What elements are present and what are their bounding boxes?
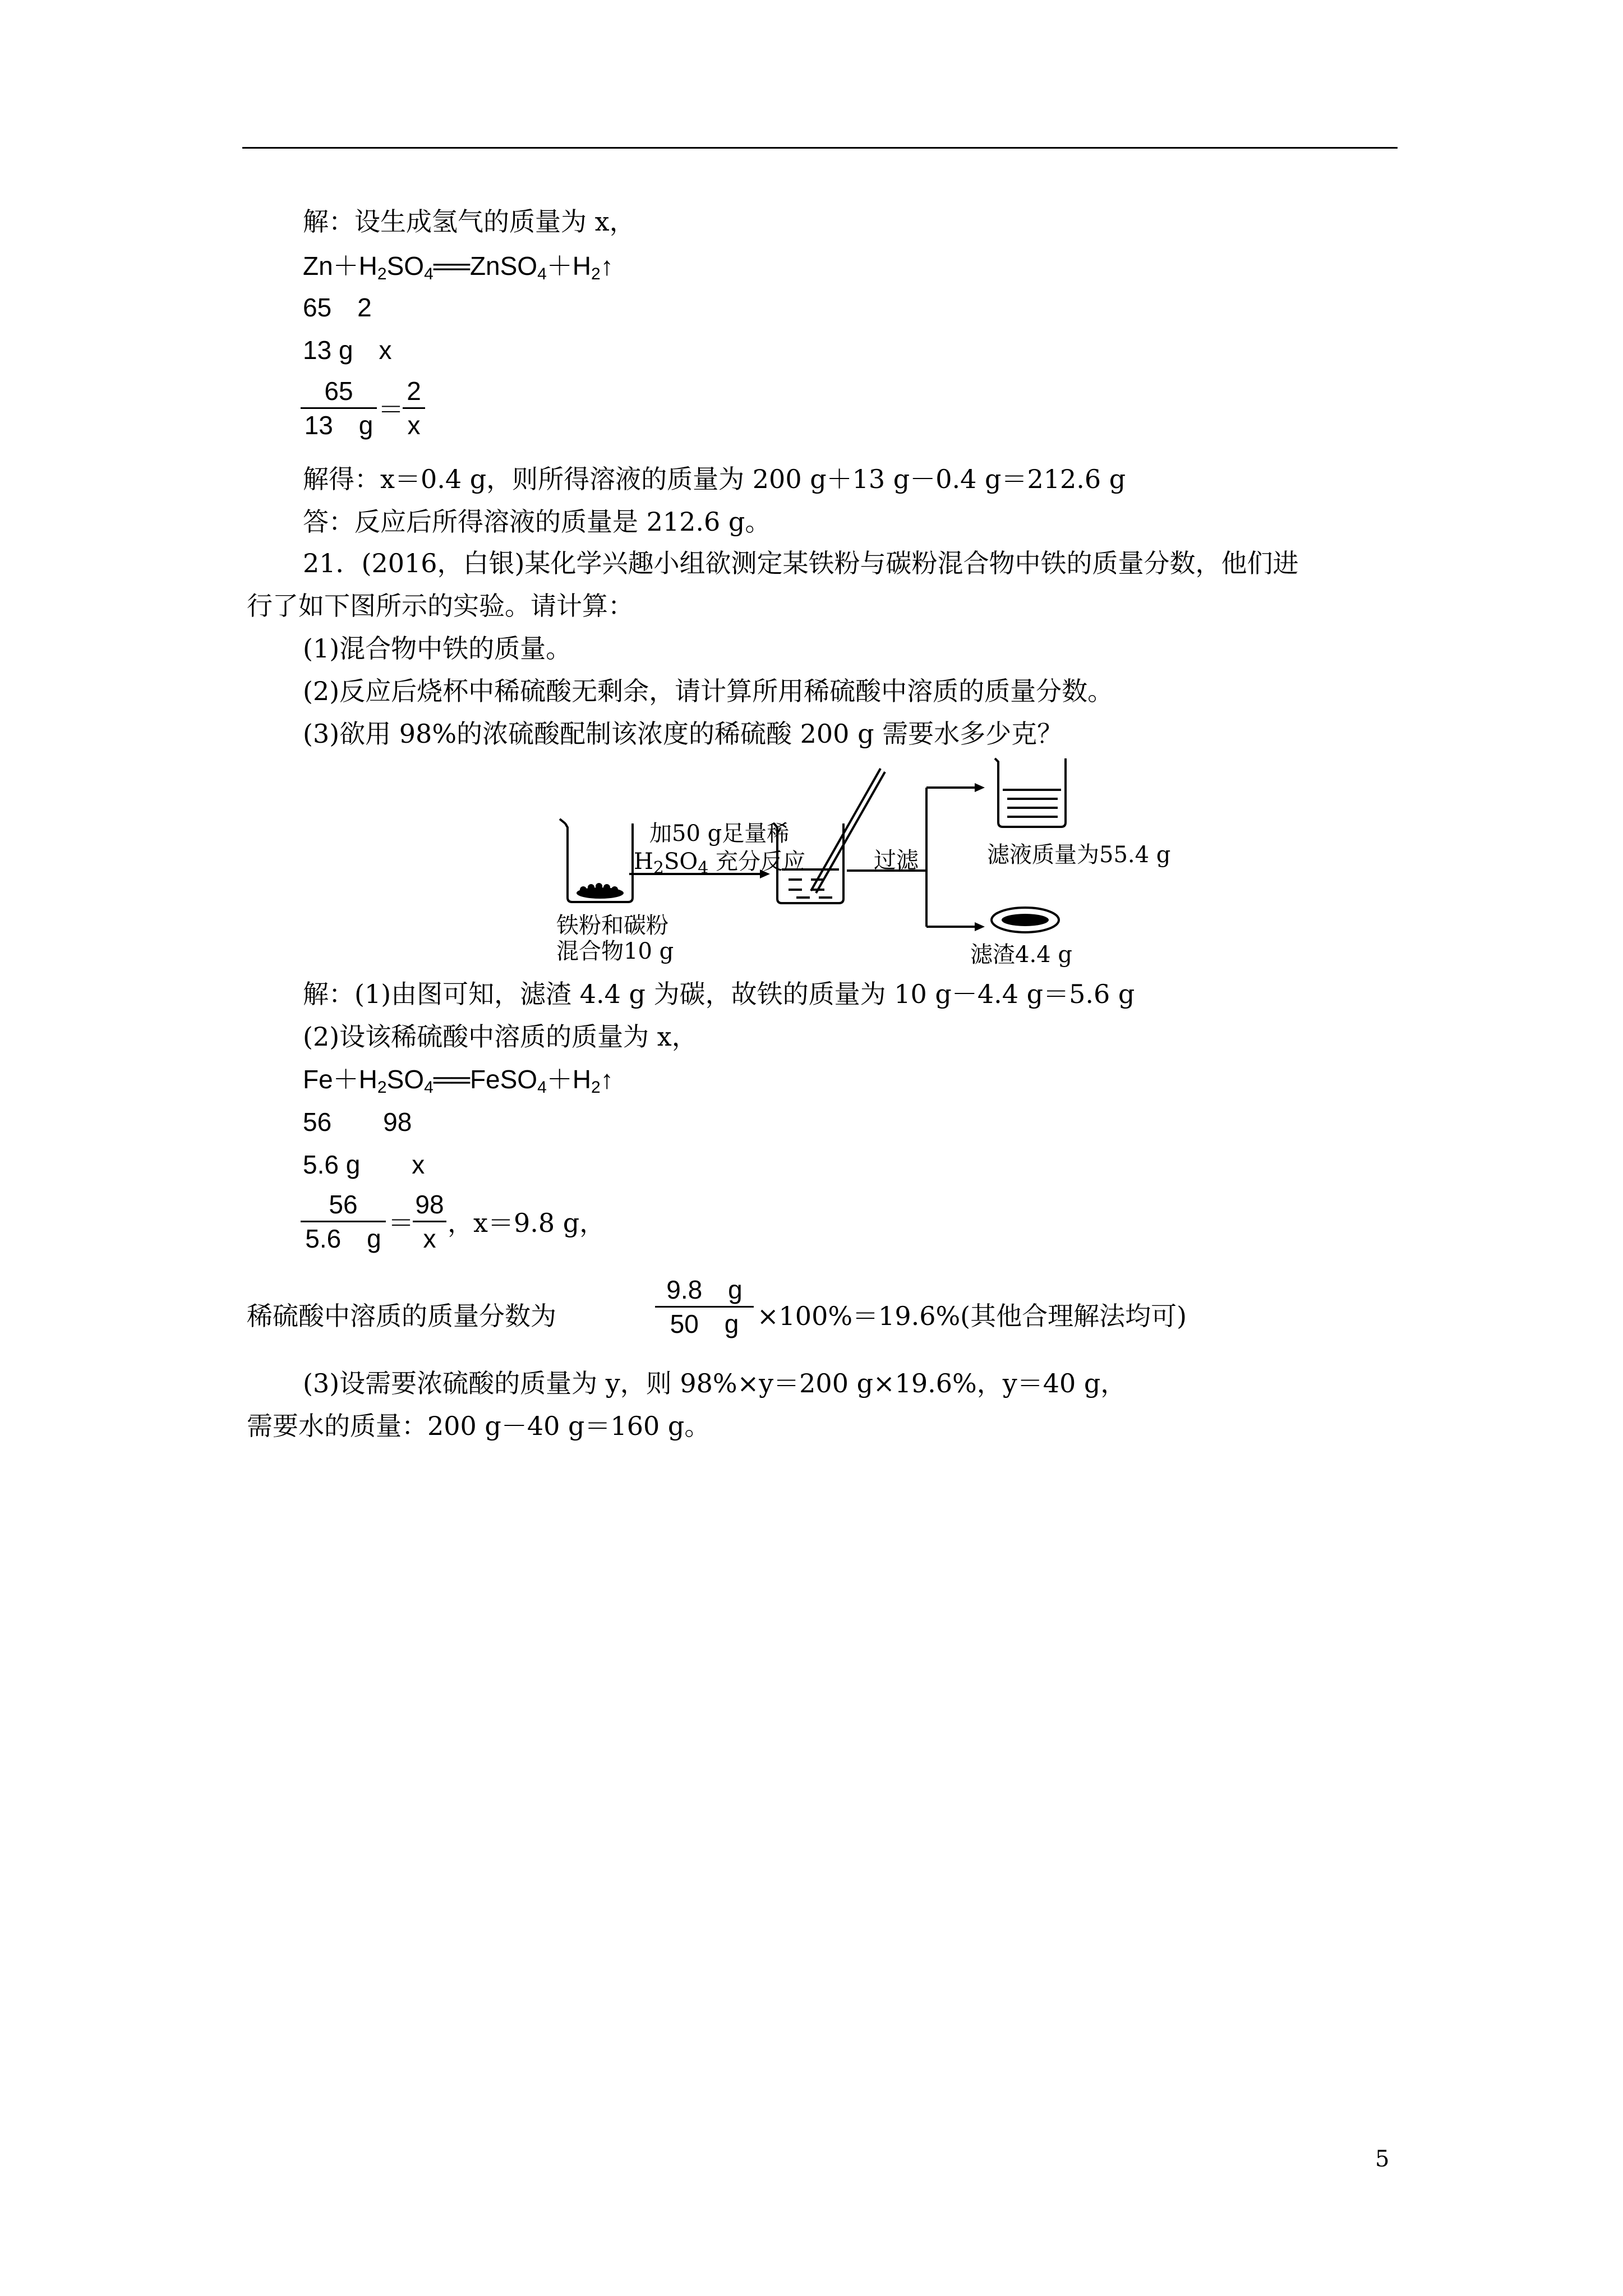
solution-result: 解得：x＝0.4 g，则所得溶液的质量为 200 g＋13 g－0.4 g＝212.6 g bbox=[303, 464, 1126, 494]
arrow-head-icon bbox=[975, 922, 985, 931]
solution-part-3: (3)设需要浓硫酸的质量为 y，则 98%×y＝200 g×19.6%，y＝40 g， bbox=[303, 1368, 1127, 1398]
solution-part-2: (2)设该稀硫酸中溶质的质量为 x， bbox=[303, 1022, 698, 1052]
fraction-numerator: 98 bbox=[415, 1190, 444, 1219]
fraction-numerator: 2 bbox=[407, 376, 421, 406]
reagent-label-top: 加50 g足量稀 bbox=[649, 821, 790, 846]
filter-label: 过滤 bbox=[874, 848, 919, 873]
mass-fraction-result: ×100%＝19.6%(其他合理解法均可) bbox=[757, 1301, 1187, 1331]
equation-iron: $Fe+H_2SO_4══FeSO_4+H_2↑$ bbox=[303, 1065, 614, 1097]
mixture-label-line-2: 混合物10 g bbox=[556, 938, 674, 964]
equation-zinc: $Zn+H_2SO_4══ZnSO_4+H_2↑$ bbox=[303, 251, 614, 283]
mixture-label-line-1: 铁粉和碳粉 bbox=[556, 913, 668, 938]
given-mass-line-2: 5.6 g x bbox=[303, 1150, 425, 1179]
question-21-part-2: (2)反应后烧杯中稀硫酸无剩余，请计算所用稀硫酸中溶质的质量分数。 bbox=[303, 676, 1114, 706]
question-21-part-3: (3)欲用 98%的浓硫酸配制该浓度的稀硫酸 200 g 需要水多少克？ bbox=[303, 719, 1063, 749]
equals-sign: ＝ bbox=[378, 394, 404, 425]
proportion-1 bbox=[301, 375, 446, 448]
fraction-numerator: 9.8 g bbox=[666, 1275, 743, 1304]
question-21-line-1: 21．(2016，白银)某化学兴趣小组欲测定某铁粉与碳粉混合物中铁的质量分数，他们进 bbox=[303, 548, 1299, 578]
given-mass-line: 13 g x bbox=[303, 335, 392, 365]
fraction-denominator: 13 g bbox=[304, 411, 374, 440]
powder-pile-icon bbox=[577, 883, 624, 899]
fraction-numerator: 56 bbox=[329, 1190, 358, 1219]
question-21-line-2: 行了如下图所示的实验。请计算： bbox=[247, 591, 634, 621]
beaker-3-icon bbox=[995, 758, 1066, 827]
filtrate-label: 滤液质量为55.4 g bbox=[987, 842, 1171, 868]
fraction-denominator: x bbox=[407, 411, 421, 440]
solution-x-value: ，x＝9.8 g， bbox=[448, 1208, 606, 1238]
fraction-numerator: 65 bbox=[324, 376, 353, 406]
filter-residue-icon bbox=[992, 908, 1059, 932]
solution-line-1: 解：设生成氢气的质量为 x， bbox=[303, 206, 635, 237]
fraction-denominator: 50 g bbox=[670, 1309, 739, 1338]
solution-water-mass: 需要水的质量：200 g－40 g＝160 g。 bbox=[247, 1411, 711, 1441]
arrow-head-icon bbox=[975, 783, 985, 792]
experiment-diagram bbox=[555, 752, 1172, 968]
mass-fraction-line bbox=[247, 1273, 1312, 1358]
solution-part-1: 解：(1)由图可知，滤渣 4.4 g 为碳，故铁的质量为 10 g－4.4 g＝5.6 g bbox=[303, 979, 1135, 1009]
header-rule bbox=[242, 147, 1398, 149]
reagent-label-bottom: $H_2SO_4$ 充分反应 bbox=[634, 849, 805, 878]
answer-line: 答：反应后所得溶液的质量是 212.6 g。 bbox=[303, 507, 771, 537]
page-number: 5 bbox=[1375, 2146, 1390, 2172]
mass-fraction-prefix: 稀硫酸中溶质的质量分数为 bbox=[247, 1301, 556, 1331]
equals-sign: ＝ bbox=[388, 1208, 414, 1238]
fraction-denominator: x bbox=[423, 1224, 436, 1253]
question-21-part-1: (1)混合物中铁的质量。 bbox=[303, 633, 572, 664]
mass-ratio-line: 65 2 bbox=[303, 293, 372, 322]
residue-label: 滤渣4.4 g bbox=[970, 942, 1072, 968]
fraction-denominator: 5.6 g bbox=[305, 1224, 381, 1253]
mass-ratio-line-2: 56 98 bbox=[303, 1107, 412, 1137]
proportion-2 bbox=[301, 1188, 693, 1267]
